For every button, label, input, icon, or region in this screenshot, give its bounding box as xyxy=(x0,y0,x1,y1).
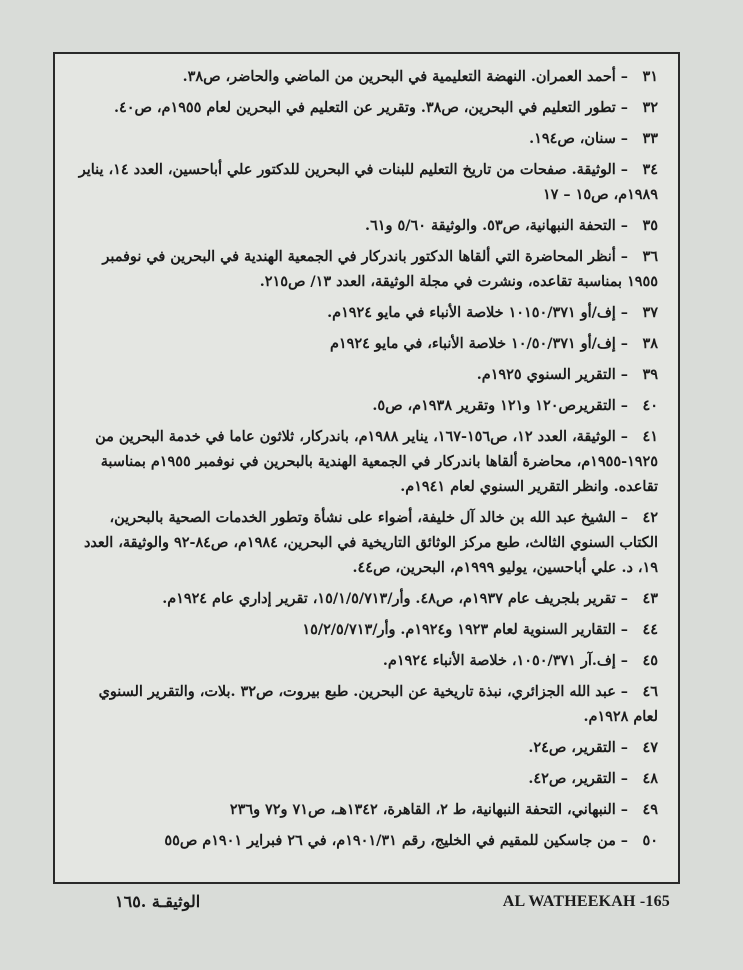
endnote-35 xyxy=(73,213,658,238)
note-text: – من جاسكين للمقيم في الخليج، رقم ١٩٠١/٣١م، في ٢٦ فبراير ١٩٠١م ص٥٥ xyxy=(164,832,628,849)
note-number: ٤٦ xyxy=(642,683,658,700)
note-text: – الوثيقة. صفحات من تاريخ التعليم للبنات في البحرين للدكتور علي أباحسين، العدد ١٤، يناير ١٩٨٩م، ص١٥ – ١٧ xyxy=(78,161,658,203)
note-number: ٤٧ xyxy=(642,739,658,756)
note-number: ٣١ xyxy=(642,68,658,85)
endnote-50 xyxy=(73,828,658,853)
endnote-43 xyxy=(73,586,658,611)
note-text: – أنظر المحاضرة التي ألقاها الدكتور باندركار في الجمعية الهندية في البحرين في نوفمبر ١٩٥٥ بمناسبة تقاعده، ونشرت في مجلة الوثيقة، العدد ١٣/ ص٢١٥. xyxy=(102,248,658,290)
endnote-46 xyxy=(73,679,658,729)
note-number: ٣٧ xyxy=(642,304,658,321)
note-text: – إف.آر ١٠٥٠/٣٧١، خلاصة الأنباء ١٩٢٤م. xyxy=(382,652,628,669)
footer-arabic-page-number: الوثيقـة .١٦٥ xyxy=(115,892,201,911)
note-text: – الوثيقة، العدد ١٢، ص١٥٦-١٦٧، يناير ١٩٨٨م، باندركار، ثلاثون عاما في خدمة البحرين من ١٩٢٥-١٩٥٥م، محاضرة ألقاها باندركار في الجمعية الهندية بالبحرين في نوفمبر ١٩٥٥م بمناسبة تقاعده. وانظر التقرير السنوي لعام ١٩٤١م. xyxy=(95,428,658,495)
note-number: ٣٩ xyxy=(642,366,658,383)
endnote-47 xyxy=(73,735,658,760)
endnote-40 xyxy=(73,393,658,418)
note-text: – النبهاني، التحفة النبهانية، ط ٢، القاهرة، ١٣٤٢هـ، ص٧١ و٧٢ و٢٣٦ xyxy=(229,801,628,818)
note-text: – التحفة النبهانية، ص٥٣. والوثيقة ٥/٦٠ و٦١. xyxy=(365,217,628,234)
endnote-34 xyxy=(73,157,658,207)
endnote-45 xyxy=(73,648,658,673)
note-text: – التقارير السنوية لعام ١٩٢٣ و١٩٢٤م. وأر/١٥/٢/٥/٧١٣ xyxy=(302,621,628,638)
note-number: ٤٠ xyxy=(642,397,658,414)
endnote-32 xyxy=(73,95,658,120)
note-text: – التقرير السنوي ١٩٢٥م. xyxy=(476,366,628,383)
note-text: – التقرير، ص٢٤. xyxy=(528,739,628,756)
note-number: ٣٥ xyxy=(642,217,658,234)
note-text: – تقرير بلجريف عام ١٩٣٧م، ص٤٨. وأر/١٥/١/٥/٧١٣، تقرير إداري عام ١٩٢٤م. xyxy=(162,590,628,607)
endnote-31 xyxy=(73,64,658,89)
note-number: ٥٠ xyxy=(642,832,658,849)
note-text: – تطور التعليم في البحرين، ص٣٨. وتقرير عن التعليم في البحرين لعام ١٩٥٥م، ص٤٠. xyxy=(114,99,628,116)
note-number: ٣٦ xyxy=(642,248,658,265)
note-text: – إف/أو ١٠١٥٠/٣٧١ خلاصة الأنباء في مايو ١٩٢٤م. xyxy=(327,304,628,321)
note-text: – سنان، ص١٩٤. xyxy=(529,130,628,147)
endnote-41 xyxy=(73,424,658,499)
endnotes-list xyxy=(73,64,658,859)
endnote-44 xyxy=(73,617,658,642)
endnote-39 xyxy=(73,362,658,387)
note-number: ٣٣ xyxy=(642,130,658,147)
endnote-37 xyxy=(73,300,658,325)
endnote-36 xyxy=(73,244,658,294)
footer-latin-page-number: AL WATHEEKAH -165 xyxy=(502,893,670,910)
note-number: ٤٨ xyxy=(642,770,658,787)
note-number: ٤٣ xyxy=(642,590,658,607)
note-text: – عبد الله الجزائري، نبذة تاريخية عن البحرين. طبع بيروت، ص٣٢ .بلات، والتقرير السنوي لعام ١٩٢٨م. xyxy=(98,683,658,725)
endnote-38 xyxy=(73,331,658,356)
note-text: – أحمد العمران. النهضة التعليمية في البحرين من الماضي والحاضر، ص٣٨. xyxy=(182,68,628,85)
note-number: ٤٢ xyxy=(642,509,658,526)
note-number: ٤٩ xyxy=(642,801,658,818)
page-frame xyxy=(53,52,680,884)
note-text: – إف/أو ١٠/٥٠/٣٧١ خلاصة الأنباء، في مايو ١٩٢٤م xyxy=(329,335,628,352)
note-text: – الشيخ عبد الله بن خالد آل خليفة، أضواء على نشأة وتطور الخدمات الصحية بالبحرين، الكتاب السنوي الثالث، طبع مركز الوثائق التاريخية في البحرين، ١٩٨٤م، ص٨٤-٩٢ والوثيقة، العدد ١٩، د. علي أباحسين، يوليو ١٩٩٩م، البحرين، ص٤٤. xyxy=(83,509,658,576)
note-number: ٣٨ xyxy=(642,335,658,352)
note-number: ٣٤ xyxy=(642,161,658,178)
endnote-49 xyxy=(73,797,658,822)
endnote-42 xyxy=(73,505,658,580)
note-number: ٣٢ xyxy=(642,99,658,116)
endnote-48 xyxy=(73,766,658,791)
endnote-33 xyxy=(73,126,658,151)
note-number: ٤٤ xyxy=(642,621,658,638)
note-text: – التقريرص١٢٠ و١٢١ وتقرير ١٩٣٨م، ص٥. xyxy=(372,397,628,414)
note-text: – التقرير، ص٤٢. xyxy=(528,770,628,787)
note-number: ٤١ xyxy=(642,428,658,445)
page-footer xyxy=(53,887,680,917)
note-number: ٤٥ xyxy=(642,652,658,669)
